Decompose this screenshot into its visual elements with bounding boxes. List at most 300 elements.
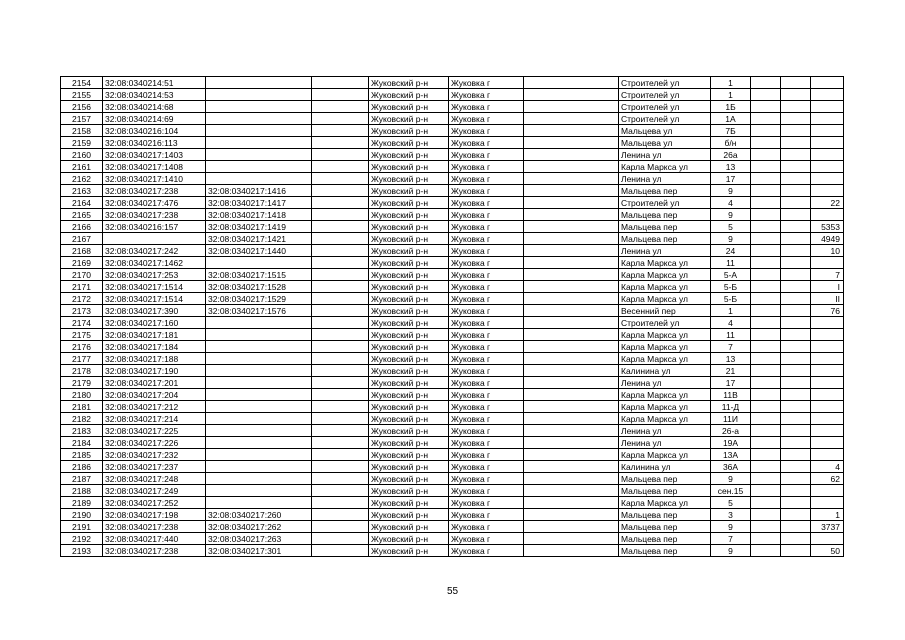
table-cell: 5-А [711,269,751,281]
table-cell: 62 [811,473,844,485]
table-cell: Жуковский р-н [369,425,449,437]
table-cell [524,77,619,89]
table-cell [811,341,844,353]
table-cell [811,185,844,197]
table-cell: Жуковка г [449,497,524,509]
table-cell: 19А [711,437,751,449]
table-cell: 2190 [61,509,103,521]
table-cell [811,125,844,137]
table-cell [751,197,781,209]
table-cell: Жуковский р-н [369,497,449,509]
table-cell [781,161,811,173]
table-cell [312,173,369,185]
table-cell [524,461,619,473]
table-cell: 32:08:0340217:260 [206,509,312,521]
table-cell: 2193 [61,545,103,557]
table-cell: 32:08:0340217:1421 [206,233,312,245]
table-cell [781,137,811,149]
table-cell: 32:08:0340217:1515 [206,269,312,281]
table-cell: 5353 [811,221,844,233]
table-cell [206,329,312,341]
table-cell: 2173 [61,305,103,317]
table-cell: Жуковка г [449,161,524,173]
table-cell: Жуковский р-н [369,293,449,305]
table-cell: 32:08:0340217:1408 [103,161,206,173]
table-cell [751,125,781,137]
table-cell: 2192 [61,533,103,545]
table-row [61,77,844,89]
table-cell: 2170 [61,269,103,281]
table-cell: 32:08:0340214:53 [103,89,206,101]
table-cell [751,473,781,485]
table-cell [811,437,844,449]
table-cell [206,485,312,497]
table-cell [751,305,781,317]
table-cell: 2155 [61,89,103,101]
table-cell: I [811,281,844,293]
table-cell [781,545,811,557]
table-cell: 2167 [61,233,103,245]
table-cell [811,137,844,149]
table-cell [312,125,369,137]
table-cell: Жуковка г [449,221,524,233]
table-cell [751,281,781,293]
table-body [61,77,844,557]
table-cell: 32:08:0340217:242 [103,245,206,257]
table-cell [781,497,811,509]
table-cell [524,485,619,497]
table-cell: Ленина ул [619,173,711,185]
table-cell: 32:08:0340217:1514 [103,281,206,293]
table-cell: Жуковский р-н [369,449,449,461]
table-cell: 32:08:0340217:1410 [103,173,206,185]
table-row [61,341,844,353]
table-cell [524,161,619,173]
table-cell: Жуковский р-н [369,329,449,341]
table-cell: 11 [711,257,751,269]
table-cell [524,233,619,245]
table-cell [751,413,781,425]
table-cell: 13А [711,449,751,461]
table-cell: Калинина ул [619,461,711,473]
table-cell [312,101,369,113]
table-row [61,365,844,377]
table-row [61,401,844,413]
table-cell: Жуковский р-н [369,137,449,149]
table-row [61,437,844,449]
table-cell: Жуковский р-н [369,125,449,137]
table-cell: 32:08:0340217:238 [103,185,206,197]
table-cell: Карла Маркса ул [619,293,711,305]
table-cell [781,377,811,389]
table-cell: Жуковка г [449,377,524,389]
table-cell: 2171 [61,281,103,293]
table-cell: Жуковский р-н [369,149,449,161]
table-cell: Жуковка г [449,425,524,437]
table-cell: Жуковский р-н [369,245,449,257]
table-cell: 2163 [61,185,103,197]
table-cell: 32:08:0340214:68 [103,101,206,113]
table-cell [524,533,619,545]
table-cell: Строителей ул [619,113,711,125]
table-cell [751,329,781,341]
table-cell: 32:08:0340217:1462 [103,257,206,269]
data-table [60,76,844,557]
table-row [61,221,844,233]
table-cell: 9 [711,545,751,557]
table-cell [751,437,781,449]
table-row [61,197,844,209]
table-cell: Жуковка г [449,437,524,449]
table-cell [312,521,369,533]
table-cell [524,89,619,101]
table-cell: Мальцева пер [619,185,711,197]
table-row [61,377,844,389]
table-cell: Жуковка г [449,509,524,521]
table-cell: Жуковка г [449,521,524,533]
table-cell [751,425,781,437]
table-cell: 32:08:0340217:198 [103,509,206,521]
table-cell: Жуковка г [449,293,524,305]
table-cell [312,449,369,461]
table-cell: Жуковский р-н [369,341,449,353]
table-cell: Карла Маркса ул [619,257,711,269]
table-row [61,125,844,137]
table-cell: Карла Маркса ул [619,329,711,341]
table-cell: Карла Маркса ул [619,497,711,509]
table-cell: Ленина ул [619,149,711,161]
table-cell: Жуковка г [449,185,524,197]
table-cell [206,77,312,89]
table-cell: 5 [711,497,751,509]
table-row [61,161,844,173]
table-cell: 3 [711,509,751,521]
table-cell: Мальцева пер [619,221,711,233]
table-cell: 2182 [61,413,103,425]
table-cell: 32:08:0340217:226 [103,437,206,449]
table-cell: 2172 [61,293,103,305]
table-cell [312,341,369,353]
table-cell [751,533,781,545]
table-cell: 32:08:0340217:1528 [206,281,312,293]
table-row [61,137,844,149]
table-cell [524,545,619,557]
table-cell: 32:08:0340217:1416 [206,185,312,197]
table-cell [781,461,811,473]
table-cell [751,545,781,557]
table-cell: 32:08:0340217:214 [103,413,206,425]
table-cell: 32:08:0340217:181 [103,329,206,341]
table-cell [524,245,619,257]
table-cell: 2164 [61,197,103,209]
table-cell: 13 [711,353,751,365]
table-cell [811,425,844,437]
table-cell: 1 [811,509,844,521]
table-cell: Жуковский р-н [369,161,449,173]
table-cell [206,449,312,461]
table-row [61,545,844,557]
table-row [61,413,844,425]
table-cell [811,209,844,221]
table-cell [524,125,619,137]
table-cell [206,125,312,137]
table-cell [781,173,811,185]
table-cell: Жуковский р-н [369,521,449,533]
table-row [61,245,844,257]
table-cell [811,401,844,413]
table-cell: Жуковка г [449,245,524,257]
table-row [61,461,844,473]
table-cell [751,233,781,245]
table-cell: сен.15 [711,485,751,497]
table-cell [781,353,811,365]
table-cell: Карла Маркса ул [619,281,711,293]
table-cell: 2184 [61,437,103,449]
table-cell [206,101,312,113]
table-cell: Карла Маркса ул [619,341,711,353]
table-cell: Карла Маркса ул [619,389,711,401]
table-cell: 1 [711,77,751,89]
table-cell: Строителей ул [619,89,711,101]
table-cell: 2174 [61,317,103,329]
table-cell [312,317,369,329]
table-cell [524,281,619,293]
table-cell: Строителей ул [619,197,711,209]
table-cell: Жуковка г [449,269,524,281]
table-cell [312,77,369,89]
table-cell [751,101,781,113]
table-row [61,389,844,401]
table-cell: Жуковский р-н [369,281,449,293]
table-row [61,185,844,197]
table-cell: Жуковка г [449,233,524,245]
table-cell: 32:08:0340217:1418 [206,209,312,221]
table-cell: 32:08:0340216:104 [103,125,206,137]
table-cell: 11 [711,329,751,341]
table-cell: 2189 [61,497,103,509]
table-cell: 32:08:0340217:201 [103,377,206,389]
table-cell: Мальцева пер [619,485,711,497]
table-row [61,305,844,317]
table-cell: Жуковка г [449,125,524,137]
table-cell [206,137,312,149]
table-row [61,257,844,269]
table-cell: 4 [811,461,844,473]
table-cell: 32:08:0340216:113 [103,137,206,149]
table-cell: 32:08:0340217:390 [103,305,206,317]
table-cell: Карла Маркса ул [619,449,711,461]
table-cell: Жуковка г [449,209,524,221]
table-cell: 32:08:0340217:238 [103,209,206,221]
table-cell: 2156 [61,101,103,113]
table-cell [811,497,844,509]
table-cell [206,341,312,353]
table-cell [811,113,844,125]
table-cell [524,341,619,353]
table-cell [811,485,844,497]
table-cell: 9 [711,233,751,245]
table-cell [312,485,369,497]
table-cell: 2169 [61,257,103,269]
table-cell: 2162 [61,173,103,185]
table-cell [751,185,781,197]
table-cell [312,269,369,281]
table-cell [524,113,619,125]
table-cell: 2188 [61,485,103,497]
table-cell: 4 [711,317,751,329]
table-cell: Ленина ул [619,425,711,437]
table-row [61,521,844,533]
table-cell: Жуковский р-н [369,101,449,113]
table-cell [312,221,369,233]
table-cell: Жуковский р-н [369,377,449,389]
table-cell [781,413,811,425]
table-cell: Жуковка г [449,281,524,293]
table-cell [811,377,844,389]
table-cell [811,449,844,461]
table-cell: 2175 [61,329,103,341]
table-cell: 22 [811,197,844,209]
table-cell [751,341,781,353]
table-cell: Мальцева пер [619,233,711,245]
table-cell [206,365,312,377]
table-cell: 2166 [61,221,103,233]
table-cell [312,461,369,473]
table-cell: 2168 [61,245,103,257]
table-row [61,497,844,509]
table-cell [524,353,619,365]
table-cell: Жуковский р-н [369,113,449,125]
table-cell: 32:08:0340217:248 [103,473,206,485]
table-row [61,209,844,221]
table-cell: Карла Маркса ул [619,401,711,413]
table-cell [751,521,781,533]
table-cell: Жуковка г [449,449,524,461]
table-cell [206,173,312,185]
table-cell: 2186 [61,461,103,473]
table-cell: Жуковка г [449,101,524,113]
table-cell: Жуковский р-н [369,233,449,245]
table-cell [312,257,369,269]
table-cell: Ленина ул [619,245,711,257]
table-cell [751,293,781,305]
table-cell [524,197,619,209]
table-cell: 32:08:0340217:225 [103,425,206,437]
table-cell [781,365,811,377]
table-cell: 3737 [811,521,844,533]
table-cell: 2161 [61,161,103,173]
table-cell: Жуковка г [449,461,524,473]
table-row [61,89,844,101]
table-cell: Весенний пер [619,305,711,317]
table-cell: Жуковка г [449,389,524,401]
table-cell [524,413,619,425]
table-cell [312,161,369,173]
table-cell: Калинина ул [619,365,711,377]
table-cell [781,341,811,353]
table-cell: Карла Маркса ул [619,269,711,281]
table-cell [781,389,811,401]
table-cell: 32:08:0340217:1514 [103,293,206,305]
table-cell: 32:08:0340217:249 [103,485,206,497]
table-cell: Жуковка г [449,545,524,557]
table-cell: 32:08:0340217:238 [103,545,206,557]
table-cell [524,149,619,161]
table-cell: 5-Б [711,293,751,305]
table-cell [751,461,781,473]
table-cell: Ленина ул [619,437,711,449]
table-cell [751,485,781,497]
table-cell [751,161,781,173]
table-cell [781,293,811,305]
table-row [61,113,844,125]
table-cell: Строителей ул [619,77,711,89]
table-cell [312,533,369,545]
table-cell [781,281,811,293]
table-cell [312,233,369,245]
table-cell: 32:08:0340217:184 [103,341,206,353]
table-cell: Жуковский р-н [369,389,449,401]
table-cell: 2159 [61,137,103,149]
table-cell: 32:08:0340217:1419 [206,221,312,233]
table-cell: 32:08:0340217:262 [206,521,312,533]
table-cell [811,413,844,425]
table-cell [751,257,781,269]
table-cell [781,77,811,89]
table-cell [751,173,781,185]
table-cell: 32:08:0340217:263 [206,533,312,545]
table-cell: 32:08:0340217:188 [103,353,206,365]
table-cell [781,485,811,497]
table-cell: 32:08:0340217:1440 [206,245,312,257]
table-row [61,269,844,281]
table-cell [524,401,619,413]
table-cell [312,545,369,557]
table-cell: Жуковка г [449,341,524,353]
table-cell [524,437,619,449]
table-cell [781,197,811,209]
table-cell [751,209,781,221]
table-cell [312,209,369,221]
table-cell [312,281,369,293]
table-cell [312,353,369,365]
table-cell: 17 [711,377,751,389]
table-cell: Жуковский р-н [369,305,449,317]
table-row [61,473,844,485]
table-cell: 11И [711,413,751,425]
table-cell: 11В [711,389,751,401]
table-cell: 32:08:0340217:301 [206,545,312,557]
table-cell: 50 [811,545,844,557]
table-cell: 21 [711,365,751,377]
table-cell [781,401,811,413]
table-row [61,173,844,185]
table-cell [206,413,312,425]
table-cell: 24 [711,245,751,257]
table-cell: 2165 [61,209,103,221]
table-cell [524,317,619,329]
table-row [61,353,844,365]
table-cell [312,245,369,257]
table-cell [312,113,369,125]
table-cell: Мальцева пер [619,209,711,221]
table-cell [751,377,781,389]
table-cell: Жуковка г [449,353,524,365]
table-row [61,425,844,437]
table-cell [206,377,312,389]
table-cell: 9 [711,521,751,533]
table-cell [206,461,312,473]
